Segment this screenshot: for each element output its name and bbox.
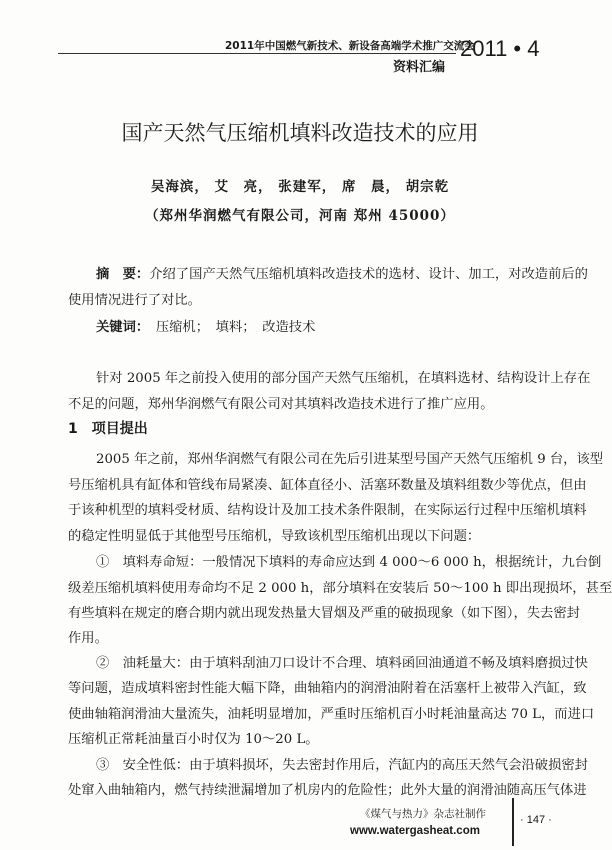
body-line: ③ 安全性低：由于填料损坏，失去密封作用后，汽缸内的高压天然气会沿破损密封 — [96, 758, 588, 773]
body-line: 不足的问题，郑州华润燃气有限公司对其填料改造技术进行了推广应用。 — [68, 397, 494, 412]
body-line: ① 填料寿命短：一般情况下填料的寿命应达到 4 000～6 000 h，根据统计，九台倒 — [96, 555, 602, 570]
body-line: ② 油耗量大：由于填料刮油刀口设计不合理、填料函回油通道不畅及填料磨损过快 — [96, 656, 588, 671]
keywords: 压缩机； 填料； 改造技术 — [155, 320, 316, 335]
publisher-credit: 《煤气与热力》杂志社制作 — [360, 808, 486, 820]
website-link[interactable]: www.watergasheat.com — [350, 825, 480, 837]
section-heading: 1 项目提出 — [68, 421, 148, 437]
abstract-label: 摘 要： — [96, 267, 150, 282]
body-line: 压缩机正常耗油量百小时仅为 10～20 L。 — [68, 732, 319, 747]
footer-divider — [512, 798, 514, 846]
affiliation: （郑州华润燃气有限公司，河南 郑州 45000） — [145, 208, 455, 224]
body-line: 号压缩机具有缸体和管线布局紧凑、缸体直径小、活塞环数量及填料组数少等优点，但由 — [68, 478, 587, 493]
body-line: 针对 2005 年之前投入使用的部分国产天然气压缩机，在填料选材、结构设计上存在 — [96, 371, 591, 386]
keywords-line — [96, 316, 540, 335]
keywords-label: 关键词： — [96, 320, 143, 335]
section-label: 资料汇编 — [393, 60, 446, 75]
body-line: 2005 年之前，郑州华润燃气有限公司在先后引进某型号国产天然气压缩机 9 台，该型 — [96, 452, 604, 467]
body-line: 于该种机型的填料受材质、结构设计及加工技术条件限制，在实际运行过程中压缩机填料 — [68, 503, 587, 518]
body-line: 的稳定性明显低于其他型号压缩机，导致该机型压缩机出现以下问题： — [68, 529, 481, 544]
body-line: 等问题，造成填料密封性能大幅下降，曲轴箱内的润滑油附着在活塞杆上被带入汽缸，致 — [68, 681, 587, 696]
body-line: 使曲轴箱润滑油大量流失，油耗明显增加，严重时压缩机百小时耗油量高达 70 L，而进口 — [68, 707, 595, 722]
page-number: · 147 · — [520, 814, 552, 826]
header-rule — [58, 53, 456, 54]
body-line: 处窜入曲轴箱内，燃气持续泄漏增加了机房内的危险性；此外大量的润滑油随高压气体进 — [68, 783, 587, 798]
running-header-title: 2011年中国燃气新技术、新设备高端学术推广交流会 — [225, 40, 475, 52]
body-line: 级差压缩机填料使用寿命均不足 2 000 h，部分填料在安装后 50～100 h 即出现损坏，甚至 — [68, 581, 612, 596]
abstract-line: 使用情况进行了对比。 — [68, 293, 201, 308]
body-line: 有些填料在规定的磨合期内就出现发热量大冒烟及严重的破损现象（如下图），失去密封 — [68, 606, 580, 621]
authors: 吴海滨， 艾 亮， 张建军， 席 晨， 胡宗乾 — [150, 179, 450, 195]
issue-number: 2011 • 4 — [460, 36, 540, 61]
abstract-line: 摘 要：介绍了国产天然气压缩机填料改造技术的选材、设计、加工，对改造前后的 — [96, 267, 588, 282]
article-title: 国产天然气压缩机填料改造技术的应用 — [121, 121, 479, 145]
body-line: 作用。 — [68, 631, 108, 646]
